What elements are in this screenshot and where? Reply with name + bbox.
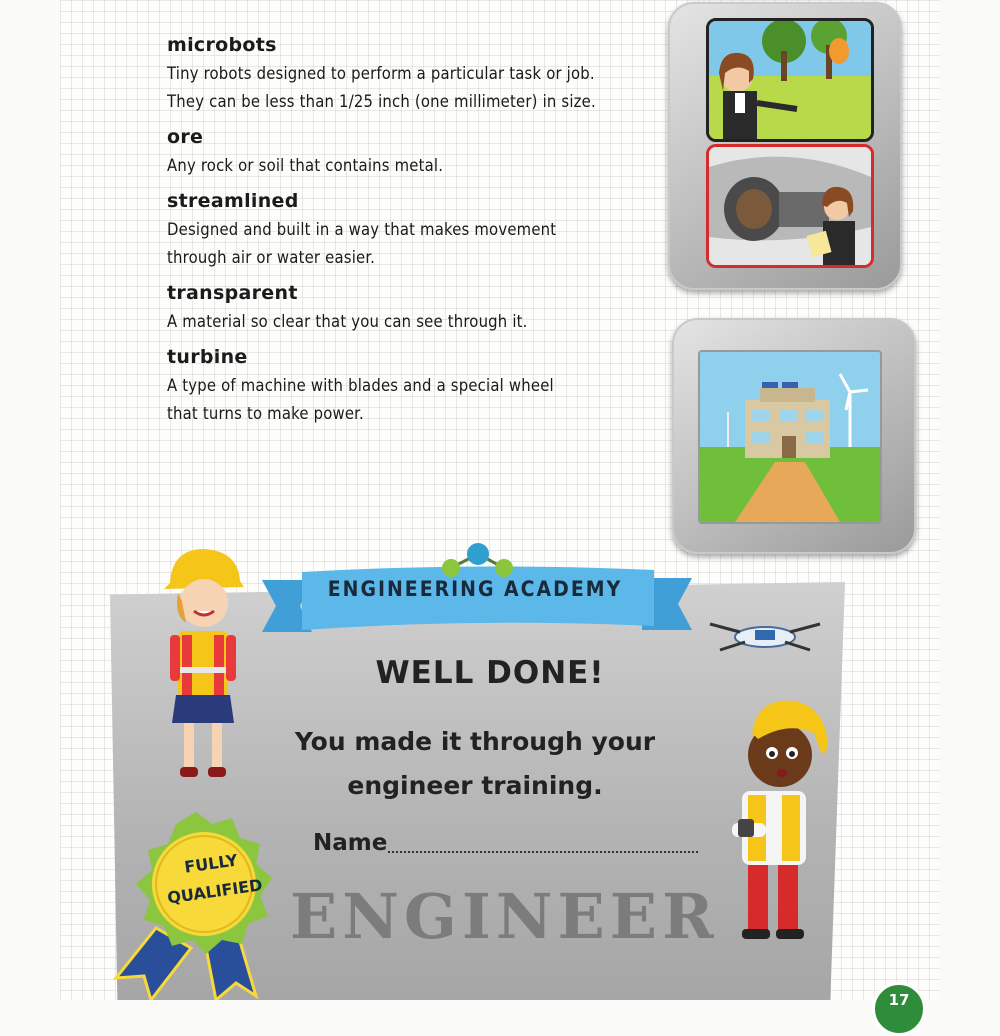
message-line: You made it through your [294,727,656,756]
eco-building-illustration [700,352,880,522]
glossary-entry-transparent [167,278,627,336]
name-field-line[interactable] [388,851,698,853]
glossary-definition-line: A material so clear that you can see through it. [167,312,528,331]
glossary-term: turbine [167,346,248,368]
scientist-park-illustration [709,21,871,139]
name-label: Name [313,830,388,856]
page-number: 17 [872,982,926,1036]
glossary [167,30,627,434]
illustration-frame-top [668,2,902,290]
certificate-title: ENGINEER [290,880,719,953]
badge-line: QUALIFIED [166,875,264,908]
glossary-entry-ore [167,122,627,180]
boy-engineer-illustration [718,695,830,945]
panel-scientist-outdoors [706,18,874,142]
glossary-term: streamlined [167,190,299,212]
glossary-definition-line: through air or water easier. [167,248,376,267]
message-line: engineer training. [347,771,603,800]
glossary-definition-line: Designed and built in a way that makes movement [167,220,557,239]
panel-green-building [698,350,882,524]
glossary-definition-line: A type of machine with blades and a special wheel [167,376,554,395]
girl-engineer-illustration [158,545,248,790]
certificate-message [270,720,680,808]
panel-scientist-engine [706,144,874,268]
glossary-entry-microbots [167,30,627,116]
jet-engine-illustration [709,147,871,265]
banner-text: ENGINEERING ACADEMY [327,577,623,601]
glossary-entry-turbine [167,342,627,428]
glossary-definition-line: that turns to make power. [167,404,364,423]
drone-icon [700,612,830,662]
glossary-term: microbots [167,34,277,56]
headline: WELL DONE! [375,655,605,691]
molecule-icon [436,540,526,580]
badge-line: FULLY [183,850,239,877]
glossary-definition-line: Tiny robots designed to perform a particular task or job. [167,64,595,83]
glossary-definition-line: They can be less than 1/25 inch (one millimeter) in size. [167,92,596,111]
glossary-definition-line: Any rock or soil that contains metal. [167,156,444,175]
illustration-frame-bottom [672,318,916,554]
glossary-entry-streamlined [167,186,627,272]
glossary-term: transparent [167,282,298,304]
glossary-term: ore [167,126,204,148]
